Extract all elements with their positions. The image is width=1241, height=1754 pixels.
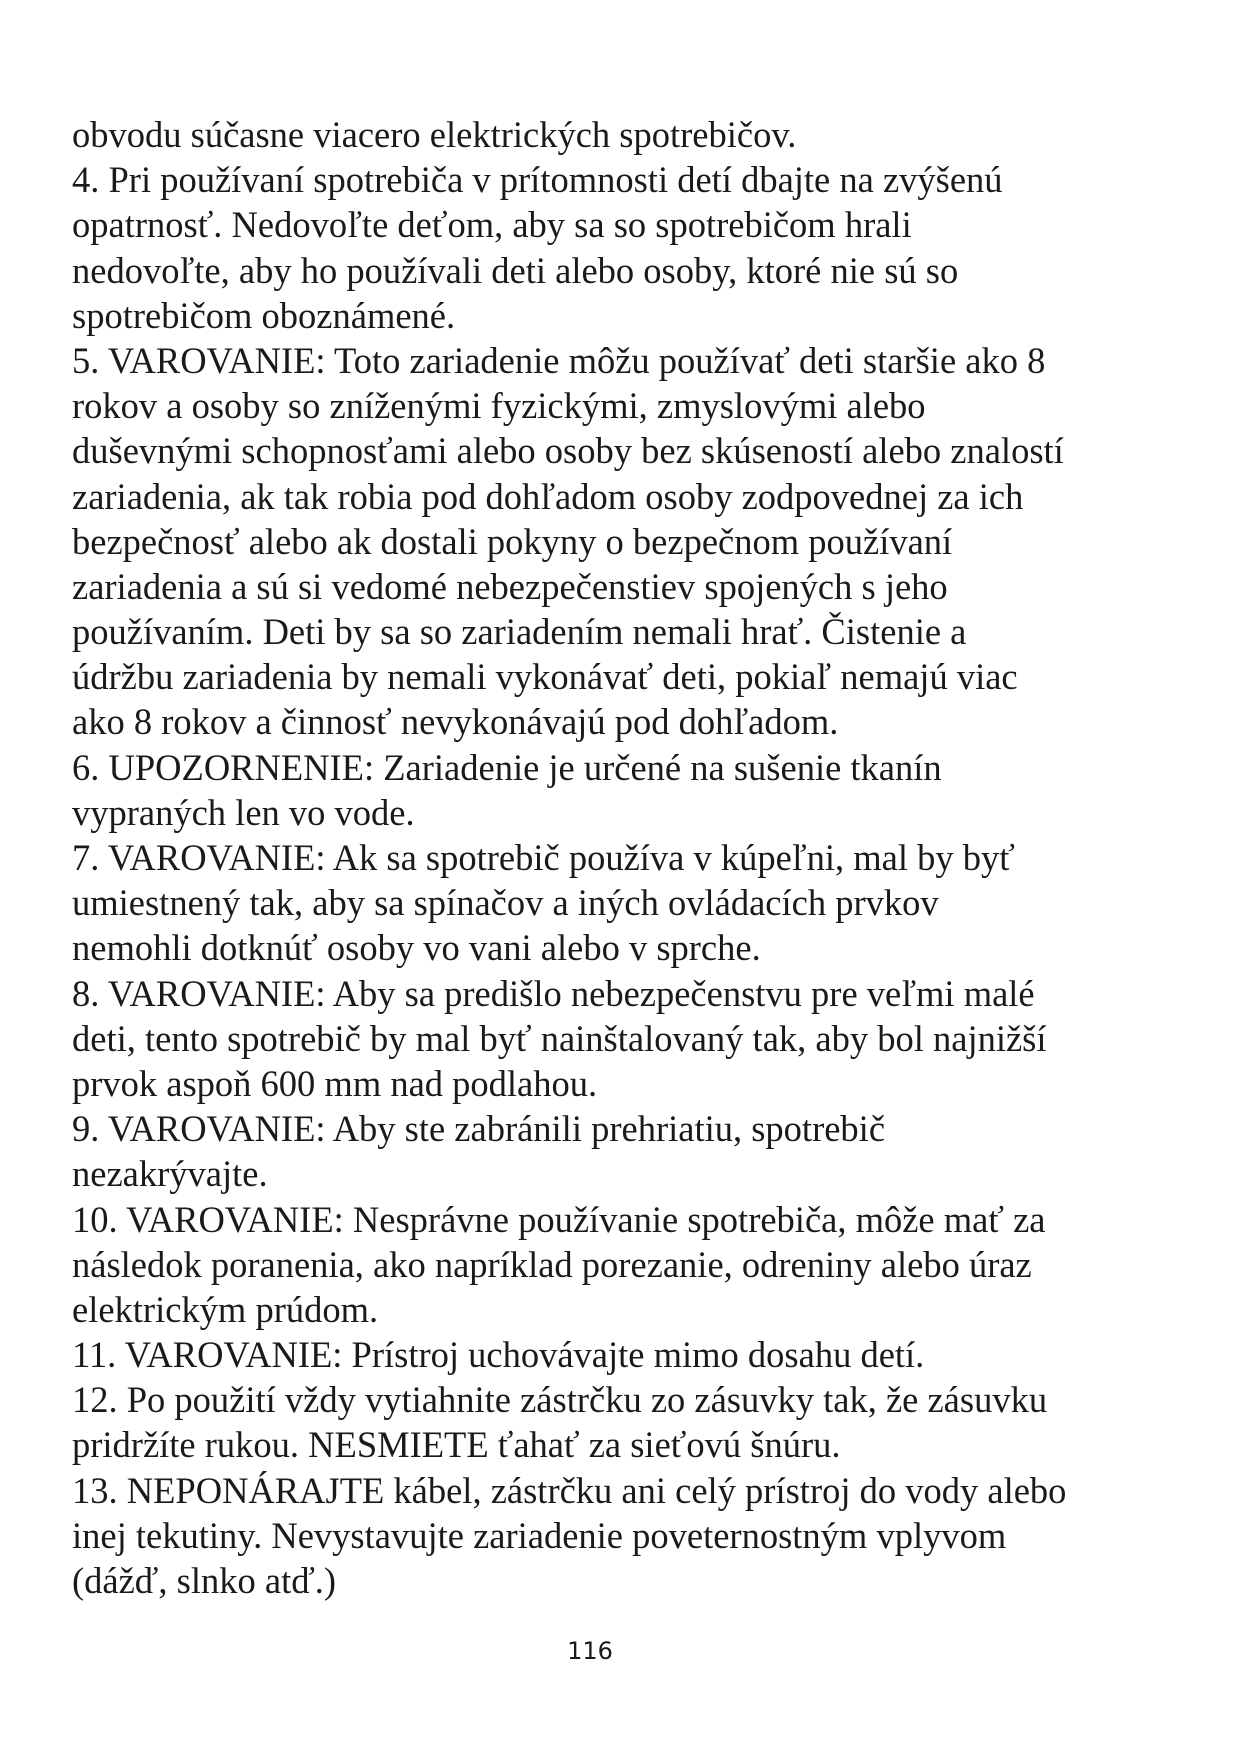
text-line: elektrickým prúdom. (72, 1288, 379, 1330)
text-line: bezpečnosť alebo ak dostali pokyny o bezpečnom používaní (72, 520, 953, 562)
text-line: umiestnený tak, aby sa spínačov a iných ovládacích prvkov (72, 882, 939, 924)
text-line: (dážď, slnko atď.) (72, 1560, 337, 1601)
text-line: 10. VAROVANIE: Nesprávne používanie spotrebiča, môže mať za (72, 1198, 1046, 1240)
text-line: následok poranenia, ako napríklad porezanie, odreniny alebo úraz (72, 1243, 1032, 1285)
text-line: nezakrývajte. (72, 1153, 268, 1195)
text-line: deti, tento spotrebič by mal byť nainštalovaný tak, aby bol najnižší (72, 1017, 1047, 1059)
text-line: 6. UPOZORNENIE: Zariadenie je určené na sušenie tkanín (72, 746, 942, 788)
text-line: zariadenia a sú si vedomé nebezpečenstiev spojených s jeho (72, 565, 948, 607)
text-line: 11. VAROVANIE: Prístroj uchovávajte mimo dosahu detí. (72, 1334, 925, 1376)
text-line: 13. NEPONÁRAJTE kábel, zástrčku ani celý prístroj do vody alebo (72, 1469, 1067, 1511)
text-line: nedovoľte, aby ho používali deti alebo osoby, ktoré nie sú so (72, 249, 959, 291)
page-number: 116 (567, 1637, 613, 1665)
text-line: používaním. Deti by sa so zariadením nemali hrať. Čistenie a (72, 611, 967, 653)
text-line: inej tekutiny. Nevystavujte zariadenie poveternostným vplyvom (72, 1514, 1007, 1556)
safety-instructions-text (72, 112, 1182, 1603)
text-line: prvok aspoň 600 mm nad podlahou. (72, 1062, 598, 1104)
text-line: 9. VAROVANIE: Aby ste zabránili prehriatiu, spotrebič (72, 1108, 886, 1150)
text-line: 12. Po použití vždy vytiahnite zástrčku zo zásuvky tak, že zásuvku (72, 1379, 1048, 1421)
text-line: pridržíte rukou. NESMIETE ťahať za sieťovú šnúru. (72, 1424, 841, 1466)
text-line: 4. Pri používaní spotrebiča v prítomnosti detí dbajte na zvýšenú (72, 159, 1003, 201)
text-line: 5. VAROVANIE: Toto zariadenie môžu používať deti staršie ako 8 (72, 339, 1046, 381)
text-line: ako 8 rokov a činnosť nevykonávajú pod dohľadom. (72, 701, 839, 743)
text-line: obvodu súčasne viacero elektrických spotrebičov. (72, 114, 797, 155)
text-line: opatrnosť. Nedovoľte deťom, aby sa so spotrebičom hrali (72, 204, 912, 246)
text-line: nemohli dotknúť osoby vo vani alebo v sprche. (72, 927, 761, 969)
text-line: rokov a osoby so zníženými fyzickými, zmyslovými alebo (72, 385, 926, 427)
text-line: zariadenia, ak tak robia pod dohľadom osoby zodpovednej za ich (72, 475, 1024, 517)
text-line: vypraných len vo vode. (72, 791, 415, 833)
text-line: 7. VAROVANIE: Ak sa spotrebič používa v kúpeľni, mal by byť (72, 837, 1015, 878)
text-line: spotrebičom oboznámené. (72, 294, 456, 336)
text-line: duševnými schopnosťami alebo osoby bez skúseností alebo znalostí (72, 430, 1064, 472)
text-line: údržbu zariadenia by nemali vykonávať deti, pokiaľ nemajú viac (72, 656, 1018, 698)
text-line: 8. VAROVANIE: Aby sa predišlo nebezpečenstvu pre veľmi malé (72, 972, 1035, 1014)
